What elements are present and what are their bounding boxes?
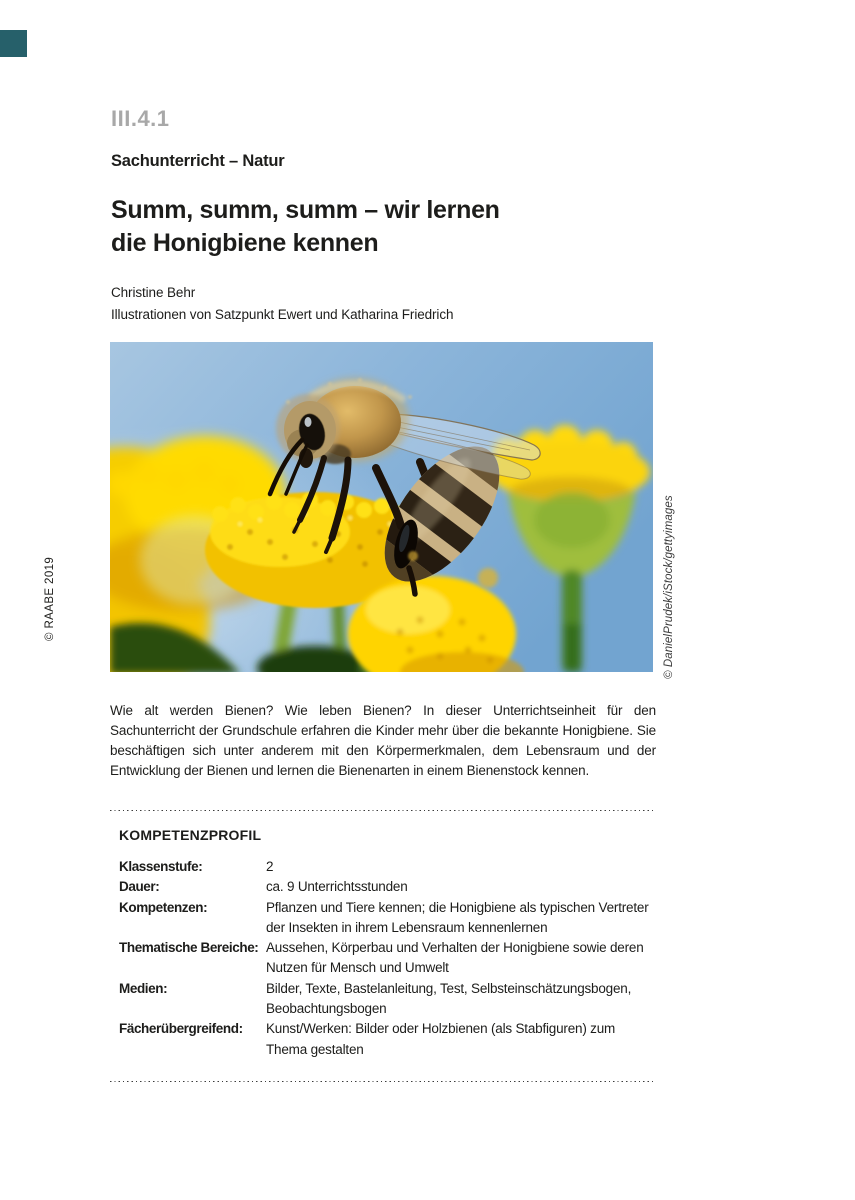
table-row — [119, 1019, 656, 1060]
author-block — [111, 282, 453, 326]
illustration-credit: Illustrationen von Satzpunkt Ewert und Katharina Friedrich — [111, 307, 454, 322]
copyright-left-vertical: © RAABE 2019 — [44, 556, 56, 641]
kompetenzprofil-table — [119, 857, 656, 1060]
author-name: Christine Behr — [111, 285, 196, 300]
row-value: 2 — [266, 859, 274, 874]
row-value: Aussehen, Körperbau und Verhalten der Honigbiene sowie deren Nutzen für Mensch und Umwelt — [266, 940, 644, 976]
row-value: ca. 9 Unterrichtsstunden — [266, 879, 408, 895]
kompetenzprofil-heading: KOMPETENZPROFIL — [119, 827, 262, 843]
table-row — [119, 877, 656, 897]
table-row — [119, 979, 656, 1020]
table-row — [119, 898, 656, 939]
intro-paragraph: Wie alt werden Bienen? Wie leben Bienen? In dieser Unterrichtseinheit für den Sachunterricht der Grundschule erfahren die Kinder mehr über die bekannte Honigbiene. Sie beschäftigen sich unter anderem mit den Körpermerkmalen, dem Lebensraum und der Entwicklung der Bienen und lernen die Bienenarten in einem Bienenstock kennen. — [110, 703, 656, 778]
row-label: Thematische Bereiche: — [119, 940, 259, 956]
page-title-line1: Summ, summ, summ – wir lernen — [111, 196, 500, 224]
page-title-line2: die Honigbiene kennen — [111, 229, 379, 257]
row-label: Klassenstufe: — [119, 859, 203, 874]
page-title — [111, 194, 500, 260]
dotted-rule-bottom — [110, 1081, 656, 1083]
bee-photo — [110, 342, 653, 672]
photo-credit-vertical: © DanielPrudek/iStock/gettyimages — [663, 495, 675, 679]
row-label: Dauer: — [119, 879, 160, 895]
series-label: Sachunterricht – Natur — [111, 152, 285, 170]
bee-photo-scene — [110, 342, 653, 672]
dotted-rule-top — [110, 810, 656, 812]
row-label: Kompetenzen: — [119, 899, 208, 915]
row-value: Pflanzen und Tiere kennen; die Honigbiene als typischen Vertreter der Insekten in ihrem Lebensraum kennenlernen — [266, 899, 649, 935]
row-label: Medien: — [119, 980, 168, 996]
table-row — [119, 857, 656, 877]
row-value: Bilder, Texte, Bastelanleitung, Test, Selbsteinschätzungsbogen, Beobachtungsbogen — [266, 980, 632, 1017]
row-value: Kunst/Werken: Bilder oder Holzbienen (als Stabfiguren) zum Thema gestalten — [266, 1021, 616, 1057]
section-code: III.4.1 — [111, 106, 170, 131]
table-row — [119, 938, 656, 979]
row-label: Fächerübergreifend: — [119, 1021, 243, 1037]
series-color-marker — [0, 30, 27, 57]
